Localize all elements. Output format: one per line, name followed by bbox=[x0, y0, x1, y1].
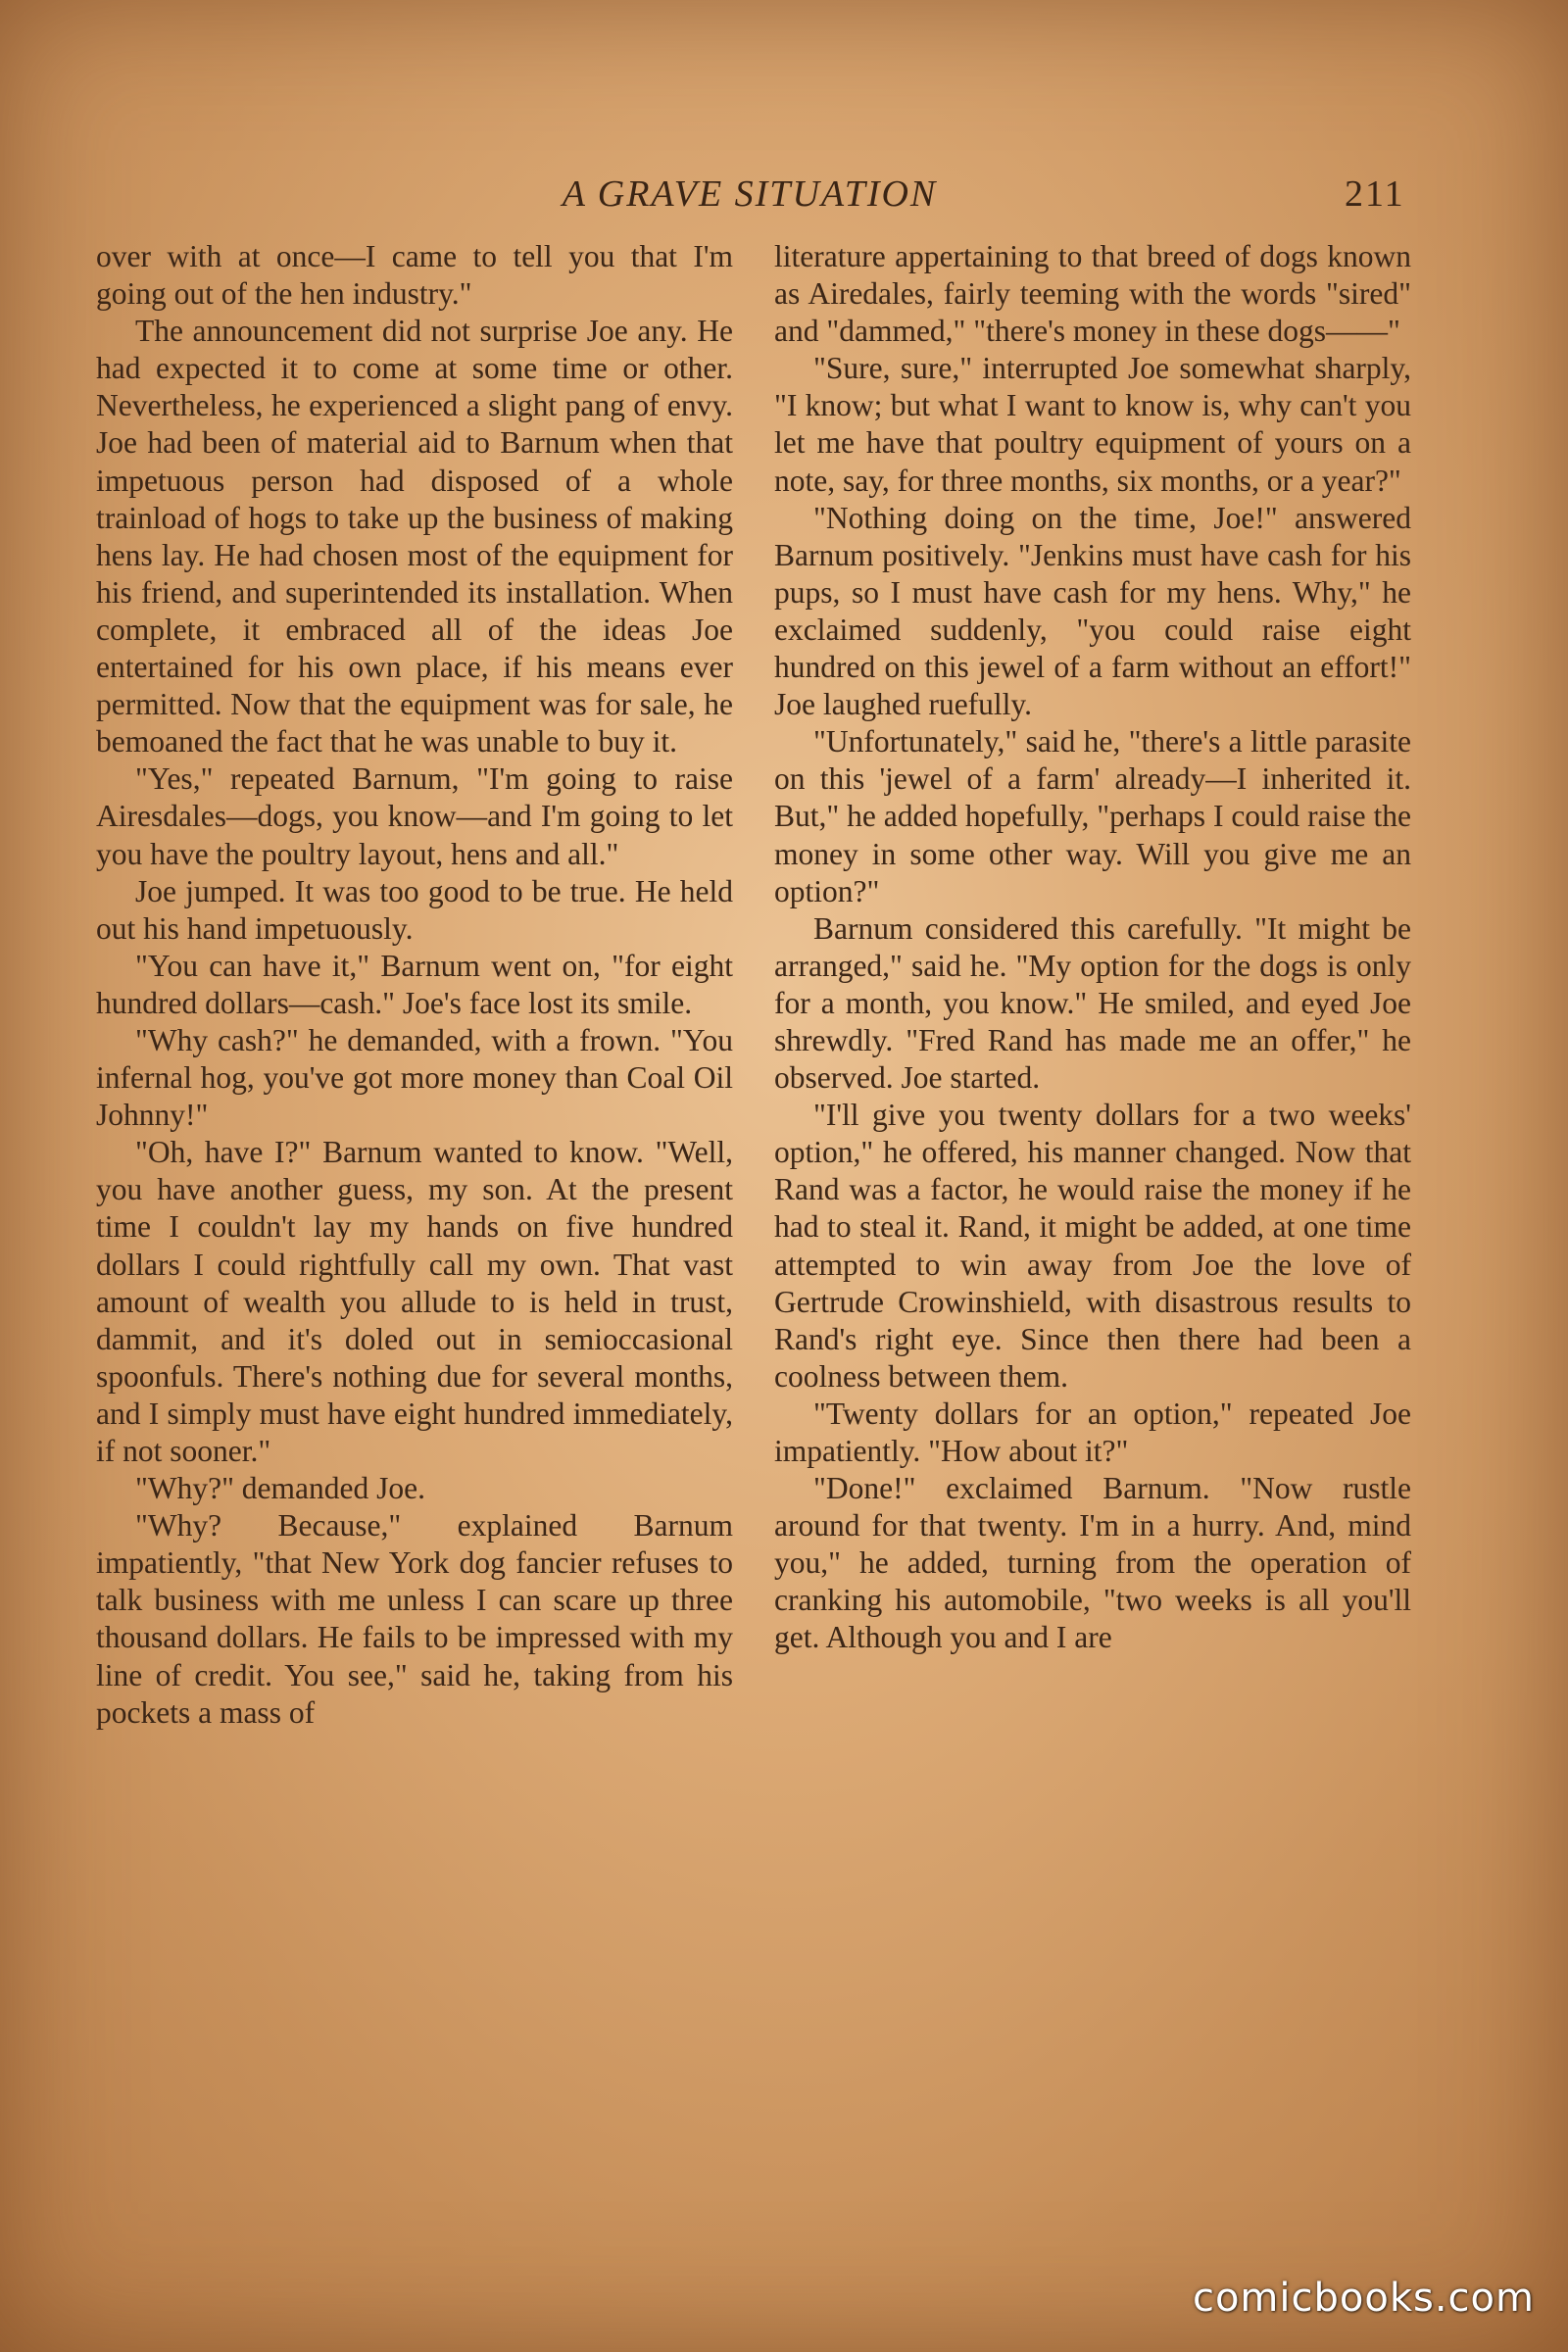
page-number: 211 bbox=[1345, 173, 1405, 215]
paragraph: "I'll give you twenty dollars for a two weeks' option," he offered, his manner changed. Now that Rand was a factor, he would raise the money if he had to steal it. Rand, it might be added, at one time attempted to win away from Joe the love of Gertrude Crowinshield, with disastrous results to Rand's right eye. Since then there had been a coolness between them. bbox=[774, 1098, 1411, 1394]
running-title: A GRAVE SITUATION bbox=[562, 173, 938, 215]
text-column-left bbox=[96, 238, 733, 1732]
paragraph: "Why?" demanded Joe. bbox=[135, 1471, 425, 1506]
paragraph: literature appertaining to that breed of dogs known as Airedales, fairly teeming with the words "sired" and "dammed," "there's money in these dogs——" bbox=[774, 239, 1411, 349]
paragraph: "You can have it," Barnum went on, "for eight hundred dollars—cash." Joe's face lost its smile. bbox=[96, 948, 733, 1020]
site-watermark: comicbooks.com bbox=[1192, 2276, 1535, 2321]
paragraph: The announcement did not surprise Joe any. He had expected it to come at some time or other. Nevertheless, he experienced a slight pang of envy. Joe had been of material aid to Barnum when that impetuous person had disposed of a whole trainload of hogs to take up the business of making hens lay. He had chosen most of the equipment for his friend, and superintended its installation. When complete, it embraced all of the ideas Joe entertained for his own place, if his means ever permitted. Now that the equipment was for sale, he bemoaned the fact that he was unable to buy it. bbox=[96, 314, 733, 760]
paragraph: Joe jumped. It was too good to be true. He held out his hand impetuously. bbox=[96, 873, 733, 946]
paragraph: "Done!" exclaimed Barnum. "Now rustle around for that twenty. I'm in a hurry. And, mind you," he added, turning from the operation of cranking his automobile, "two weeks is all you'll get. Although you and I are bbox=[774, 1471, 1411, 1655]
paragraph: "Twenty dollars for an option," repeated Joe impatiently. "How about it?" bbox=[774, 1396, 1411, 1468]
paragraph: "Oh, have I?" Barnum wanted to know. "Well, you have another guess, my son. At the present time I couldn't lay my hands on five hundred dollars I could rightfully call my own. That vast amount of wealth you allude to is held in trust, dammit, and it's doled out in semioccasional spoonfuls. There's nothing due for several months, and I simply must have eight hundred immediately, if not sooner." bbox=[96, 1135, 733, 1468]
paragraph: "Why cash?" he demanded, with a frown. "You infernal hog, you've got more money than Coal Oil Johnny!" bbox=[96, 1022, 733, 1133]
paragraph: "Why? Because," explained Barnum impatiently, "that New York dog fancier refuses to talk business with me unless I can scare up three thousand dollars. He fails to be impressed with my line of credit. You see," said he, taking from his pockets a mass of bbox=[96, 1508, 733, 1730]
paragraph: "Unfortunately," said he, "there's a little parasite on this 'jewel of a farm' already—I inherited it. But," he added hopefully, "perhaps I could raise the money in some other way. Will you give me an option?" bbox=[774, 724, 1411, 908]
text-column-right bbox=[774, 238, 1411, 1657]
paragraph: "Sure, sure," interrupted Joe somewhat sharply, "I know; but what I want to know is, why can't you let me have that poultry equipment of yours on a note, say, for three months, six months, or a year?" bbox=[774, 351, 1411, 498]
paragraph: over with at once—I came to tell you that I'm going out of the hen industry." bbox=[96, 239, 733, 312]
paragraph: Barnum considered this carefully. "It might be arranged," said he. "My option for the dogs is only for a month, you know." He smiled, and eyed Joe shrewdly. "Fred Rand has made me an offer," he observed. Joe started. bbox=[774, 910, 1411, 1096]
paragraph: "Nothing doing on the time, Joe!" answered Barnum positively. "Jenkins must have cash for his pups, so I must have cash for my hens. Why," he exclaimed suddenly, "you could raise eight hundred on this jewel of a farm without an effort!" Joe laughed ruefully. bbox=[774, 500, 1411, 722]
paragraph: "Yes," repeated Barnum, "I'm going to raise Airesdales—dogs, you know—and I'm going to let you have the poultry layout, hens and all." bbox=[96, 761, 733, 871]
